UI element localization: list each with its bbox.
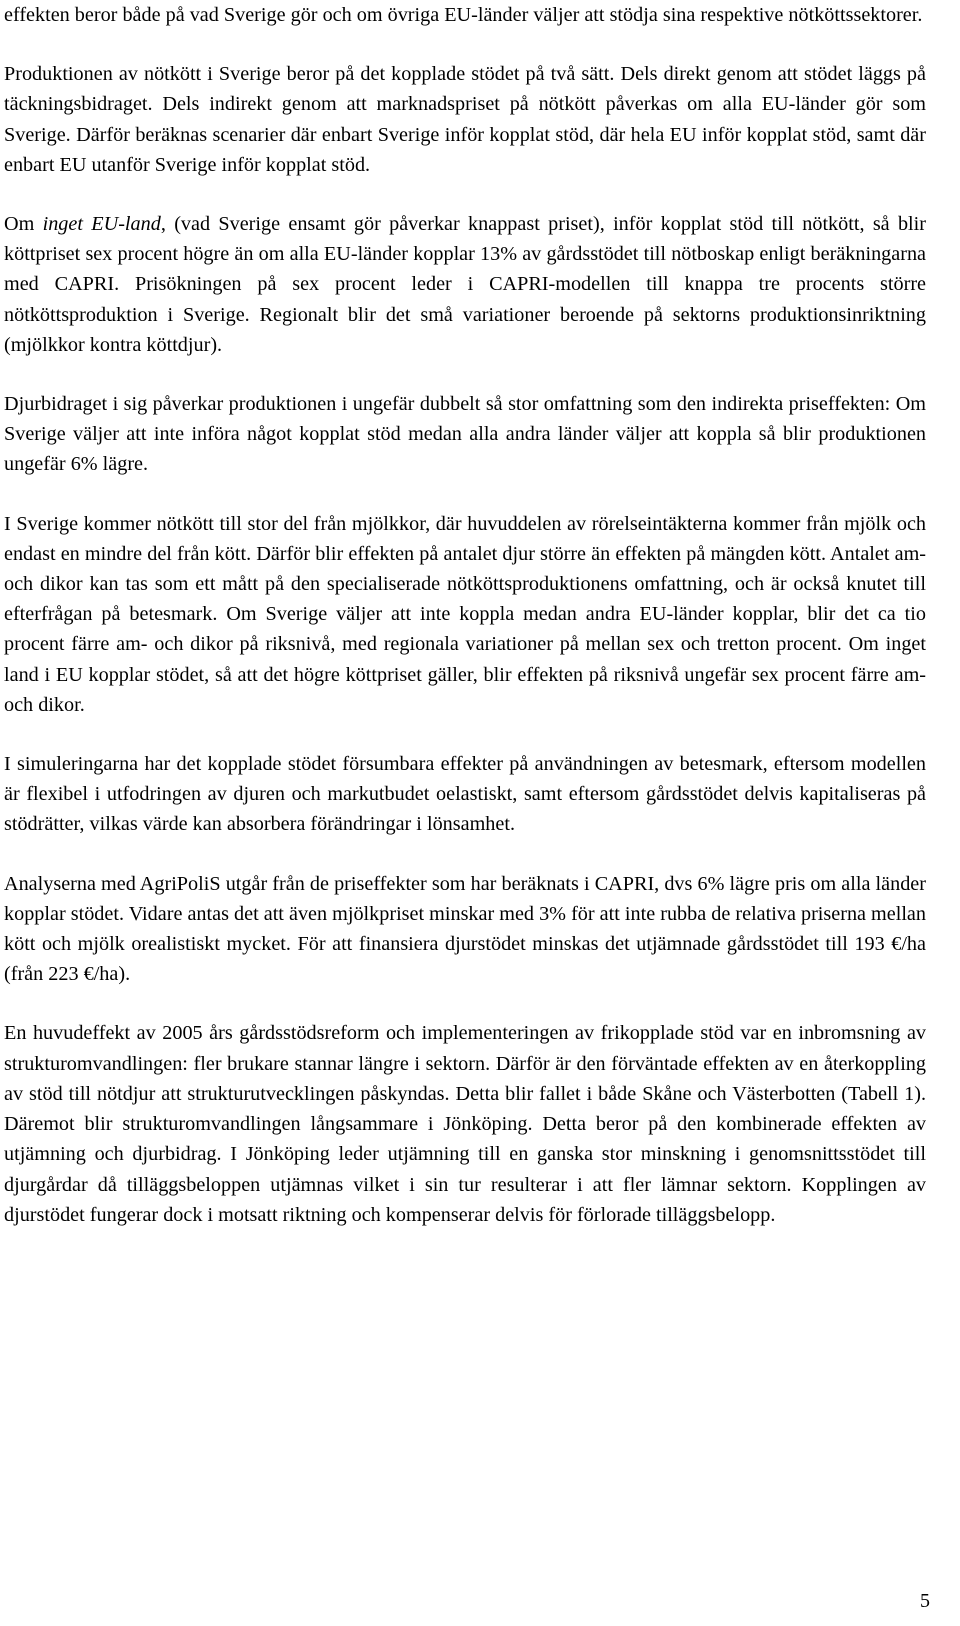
paragraph-2: Produktionen av nötkött i Sverige beror på det kopplade stödet på två sätt. Dels direkt genom att stödet läggs på täckningsbidraget. Dels indirekt genom att marknadspriset på nötkött påverkas om alla EU-länder gör som Sverige. Därför beräknas scenarier där enbart Sverige inför kopplat stöd, där hela EU inför kopplat stöd, samt där enbart EU utanför Sverige inför kopplat stöd.: [4, 63, 926, 176]
paragraph-4: Djurbidraget i sig påverkar produktionen i ungefär dubbelt så stor omfattning som den indirekta priseffekten: Om Sverige väljer att inte införa något kopplat stöd medan alla andra länder väljer att koppla så blir produktionen ungefär 6% lägre.: [4, 393, 926, 476]
paragraph-3: [4, 209, 926, 360]
paragraph-6: I simuleringarna har det kopplade stödet försumbara effekter på användningen av betesmark, eftersom modellen är flexibel i utfodringen av djuren och markutbudet oelastiskt, samt eftersom gårdsstödet delvis kapitaliseras på stödrätter, vilkas värde kan absorbera förändringar i lönsamhet.: [4, 753, 926, 836]
paragraph-1: effekten beror både på vad Sverige gör och om övriga EU-länder väljer att stödja sina respektive nötköttssektorer.: [4, 4, 923, 26]
page-number: 5: [920, 1590, 930, 1612]
paragraph-3-emphasis: inget EU-land: [42, 213, 161, 236]
document-body: [4, 0, 926, 1259]
paragraph-8: En huvudeffekt av 2005 års gårdsstödsreform och implementeringen av frikopplade stöd var en inbromsning av strukturomvandlingen: fler brukare stannar längre i sektorn. Därför är den förväntade effekten av en återkoppling av stöd till nötdjur att strukturutvecklingen påskyndas. Detta blir fallet i både Skåne och Västerbotten (Tabell 1). Däremot blir strukturomvandlingen långsammare i Jönköping. Detta beror på den kombinerade effekten av utjämning och djurbidrag. I Jönköping leder utjämning till en ganska stor minskning i genomsnittsstödet till djurgårdar då tilläggsbeloppen utjämnas vilket i sin tur resulterar i att fler lämnar sektorn. Kopplingen av djurstödet fungerar dock i motsatt riktning och kompenserar delvis för förlorade tilläggsbelopp.: [4, 1022, 926, 1226]
paragraph-7: Analyserna med AgriPoliS utgår från de priseffekter som har beräknats i CAPRI, dvs 6% lägre pris om alla länder kopplar stödet. Vidare antas det att även mjölkpriset minskar med 3% för att inte rubba de relativa priserna mellan kött och mjölk orealistiskt mycket. För att finansiera djurstödet minskas det utjämnade gårdsstödet till 193 €/ha (från 223 €/ha).: [4, 872, 926, 986]
paragraph-5: I Sverige kommer nötkött till stor del från mjölkkor, där huvuddelen av rörelseintäkterna kommer från mjölk och endast en mindre del från kött. Därför blir effekten på antalet djur större än effekten på mängden kött. Antalet am- och dikor kan tas som ett mått på den specialiserade nötköttsproduktionens omfattning, och är också knutet till efterfrågan på betesmark. Om Sverige väljer att inte koppla medan andra EU-länder kopplar, blir det ca tio procent färre am- och dikor på riksnivå, med regionala variationer på mellan sex och tretton procent. Om inget land i EU kopplar stödet, så att det högre köttpriset gäller, blir effekten på riksnivå ungefär sex procent färre am- och dikor.: [4, 512, 926, 716]
paragraph-3-suffix: , (vad Sverige ensamt gör påverkar knappast priset), inför kopplat stöd till nötkött, så blir köttpriset sex procent högre än om alla EU-länder kopplar 13% av gårdsstödet till nötboskap enligt beräkningarna med CAPRI. Prisökningen på sex procent leder i CAPRI-modellen till knappa tre procents större nötköttsproduktion i Sverige. Regionalt blir det små variationer beroende på sektorns produktionsinriktning (mjölkkor kontra köttdjur).: [4, 213, 926, 356]
paragraph-3-prefix: Om: [4, 213, 43, 236]
